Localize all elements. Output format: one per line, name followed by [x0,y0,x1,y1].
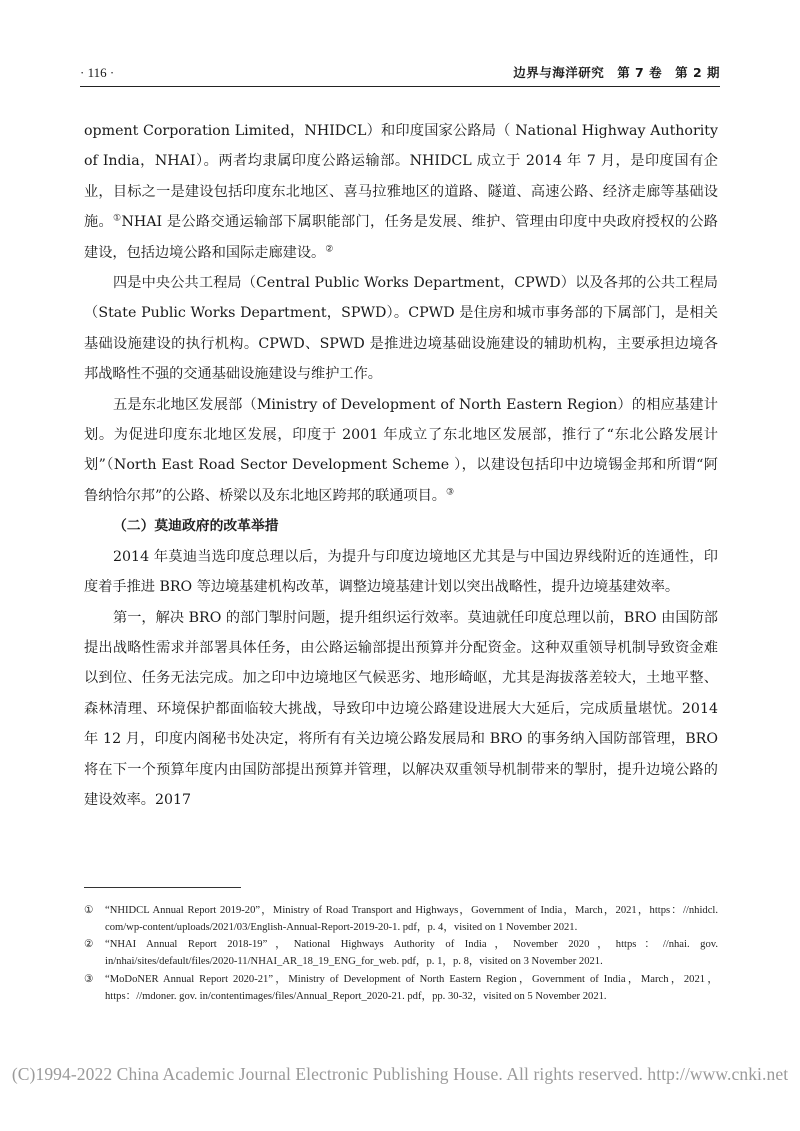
page-number: · 116 · [80,65,115,80]
paragraph [84,268,718,390]
page-header [80,64,720,87]
paragraph-text: 五是东北地区发展部（Ministry of Development of North Eastern Region）的相应基建计划。为促进印度东北地区发展，印度于 2001 年成立了东北地区发展部，推行了“东北公路发展计划”（North East Road Sector Development Scheme ），以建设包括印中边境锡金邦和所谓“阿鲁纳恰尔邦”的公路、桥梁以及东北地区跨邦的联通项目。 [84,396,718,504]
footnote-number: ② [84,939,94,951]
footnote-ref[interactable]: ② [325,243,334,254]
paragraph [84,603,718,816]
footnote [84,937,718,970]
paragraph-text: 四是中央公共工程局（Central Public Works Department，CPWD）以及各邦的公共工程局（State Public Works Department，SPWD）。CPWD 是住房和城市事务部的下属部门，是相关基础设施建设的执行机构。CPWD、SPWD 是推进边境基础设施建设的辅助机构，主要承担边境各邦战略性不强的交通基础设施建设与维护工作。 [84,275,718,383]
article-body [84,116,718,815]
paragraph [84,542,718,603]
footnote-text: “NHAI Annual Report 2018-19”，National Highways Authority of India，November 2020，https：//nhai. gov. in/nhai/sites/default/files/2020-11/NHAI_AR_18_19_ENG_for_web. pdf，p. 1，p. 8，visited on 3 November 2021. [105,939,718,968]
footnote [84,903,718,936]
footnote-ref[interactable]: ③ [445,487,455,498]
footnote-number: ③ [84,973,94,985]
paragraph-text: NHAI 是公路交通运输部下属职能部门，任务是发展、维护、管理由印度中央政府授权的公路建设，包括边境公路和国际走廊建设。 [84,214,718,261]
paragraph [84,116,718,268]
paragraph-text: opment Corporation Limited，NHIDCL）和印度国家公路局（ National Highway Authority of India，NHAI）。两者均隶属印度公路运输部。NHIDCL 成立于 2014 年 7 月，是印度国有企业，目标之一是建设包括印度东北地区、喜马拉雅地区的道路、隧道、高速公路、经济走廊等基础设施。 [84,123,718,231]
section-heading: （二）莫迪政府的改革举措 [113,518,279,535]
footnote-ref[interactable]: ① [113,213,122,224]
copyright-notice: (C)1994-2022 China Academic Journal Electronic Publishing House. All rights reserved. http://www.cnki.net [11,1064,789,1084]
footnotes [84,903,718,1006]
paragraph [84,390,718,512]
paragraph-text: 2014 年莫迪当选印度总理以后，为提升与印度边境地区尤其是与中国边界线附近的连通性，印度着手推进 BRO 等边境基建机构改革，调整边境基建计划以突出战略性，提升边境基建效率。 [84,548,718,596]
footnote-number: ① [84,905,94,916]
journal-title: 边界与海洋研究 第 7 卷 第 2 期 [513,65,720,80]
footnote [84,972,718,1005]
footnote-text: “MoDoNER Annual Report 2020-21”，Ministry of Development of North Eastern Region，Government of India，March，2021，https：//mdoner. gov. in/contentimages/files/Annual_Report_2020-21. pdf，pp. 30-32，visited on 5 November 2021. [105,973,718,1002]
footnote-divider [84,887,241,888]
paragraph-text: 第一，解决 BRO 的部门掣肘问题，提升组织运行效率。莫迪就任印度总理以前，BRO 由国防部提出战略性需求并部署具体任务，由公路运输部提出预算并分配资金。这种双重领导机制导致资金难以到位、任务无法完成。加之印中边境地区气候恶劣、地形崎岖，尤其是海拔落差较大，土地平整、森林清理、环境保护都面临较大挑战，导致印中边境公路建设进展大大延后，完成质量堪忧。2014 年 12 月，印度内阁秘书处决定，将所有有关边境公路发展局和 BRO 的事务纳入国防部管理，BRO 将在下一个预算年度内由国防部提出预算并管理，以解决双重领导机制带来的掣肘，提升边境公路的建设效率。2017 [84,609,718,808]
footnote-text: “NHIDCL Annual Report 2019-20”，Ministry of Road Transport and Highways，Government of India，March，2021，https：//nhidcl. com/wp-content/uploads/2021/03/English-Annual-Report-2019-20-1. pdf，p. 4，visited on 1 November 2021. [105,905,718,933]
